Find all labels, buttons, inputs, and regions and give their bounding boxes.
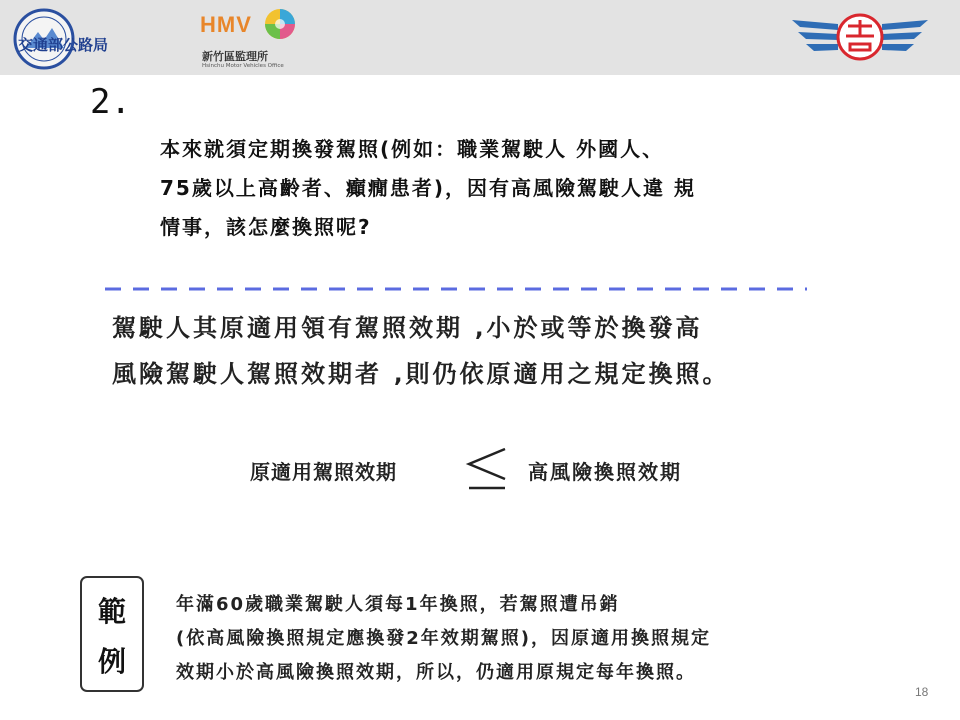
office-name-zh: 新竹區監理所 — [202, 50, 268, 63]
question-text — [160, 130, 820, 247]
example-label: 範 — [97, 595, 126, 628]
question-number: 2. — [90, 82, 131, 122]
question-line: 情事，該怎麼換照呢? — [160, 215, 372, 239]
example-label: 例 — [97, 645, 126, 678]
example-line: 年滿60歲職業駕駛人須每1年換照，若駕照遭吊銷 — [176, 594, 620, 615]
question-line: 本來就須定期換發駕照(例如：職業駕駛人 外國人、 — [160, 137, 665, 161]
page-number: 18 — [915, 685, 929, 699]
example-text — [176, 588, 856, 690]
example-line: (依高風險換照規定應換發2年效期駕照)，因原適用換照規定 — [176, 628, 711, 649]
less-than-or-equal-icon — [465, 446, 509, 492]
office-name-en: Hsinchu Motor Vehicles Office — [202, 63, 284, 69]
dashed-divider — [105, 285, 810, 293]
question-line: 75歲以上高齡者、癲癇患者)，因有高風險駕駛人違 規 — [160, 176, 696, 200]
header-bar — [0, 0, 960, 75]
colorful-ball-icon — [262, 6, 298, 42]
highway-bureau-logo — [12, 6, 152, 68]
comparison-right: 高風險換照效期 — [528, 460, 682, 484]
rule-line: 風險駕駛人駕照效期者 ‚則仍依原適用之規定換照。 — [112, 360, 730, 388]
comparison-left: 原適用駕照效期 — [250, 460, 397, 484]
example-label-box — [80, 576, 144, 692]
hsinchu-office-logo — [200, 6, 320, 72]
winged-emblem-icon — [790, 12, 930, 62]
rule-text — [112, 305, 902, 397]
example-line: 效期小於高風險換照效期，所以，仍適用原規定每年換照。 — [176, 662, 696, 683]
agency-name: 交通部公路局 — [18, 36, 109, 54]
rule-line: 駕駛人其原適用領有駕照效期 ‚小於或等於換發高 — [112, 314, 703, 342]
hmv-wordmark: HMV — [200, 12, 252, 37]
